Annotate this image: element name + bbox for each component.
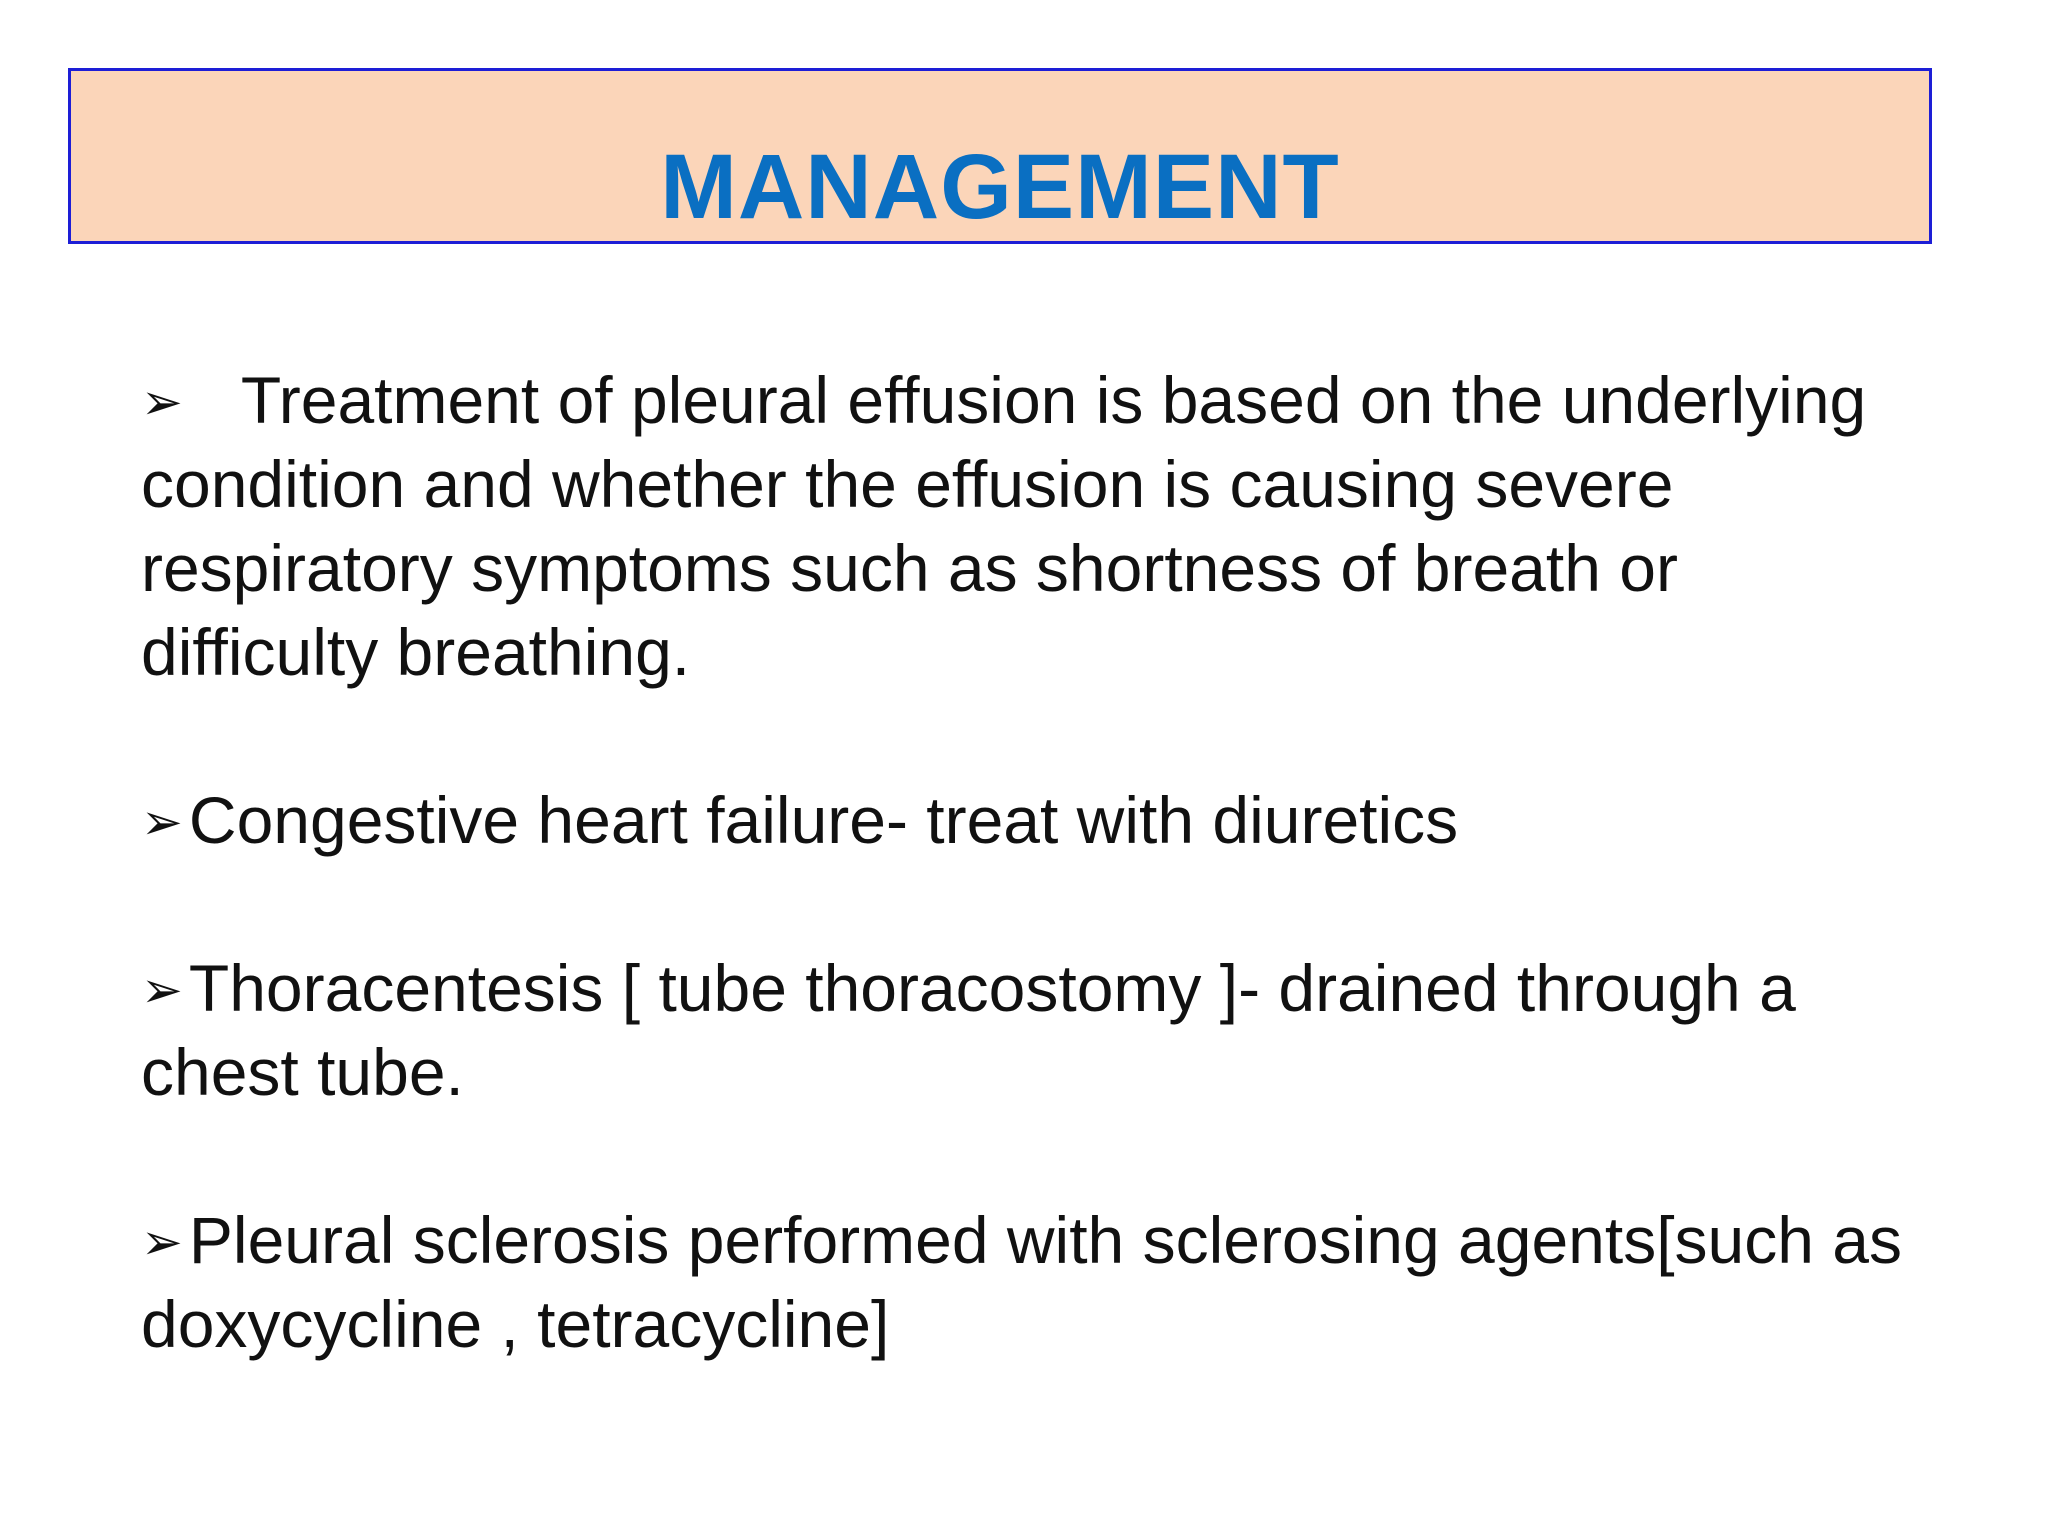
arrow-bullet-icon: ➢ — [141, 1213, 183, 1271]
bullet-item-chf — [141, 778, 1921, 862]
bullet-item-thoracentesis — [141, 946, 1921, 1114]
bullet-text-thoracentesis: Thoracentesis [ tube thoracostomy ]- drained through a chest tube. — [141, 951, 1796, 1109]
arrow-bullet-icon: ➢ — [141, 961, 183, 1019]
arrow-bullet-icon: ➢ — [141, 793, 183, 851]
bullet-item-treatment — [141, 358, 1921, 694]
bullet-text-treatment: Treatment of pleural effusion is based on the underlying condition and whether the effusion is causing severe respiratory symptoms such as shortness of breath or difficulty breathing. — [141, 363, 1867, 689]
slide-title: MANAGEMENT — [660, 136, 1340, 238]
bullet-text-sclerosis: Pleural sclerosis performed with sclerosing agents[such as doxycycline , tetracycline] — [141, 1203, 1903, 1361]
bullet-item-sclerosis — [141, 1198, 1921, 1366]
bullet-list — [141, 358, 1921, 1366]
arrow-bullet-icon: ➢ — [141, 373, 183, 431]
title-banner — [68, 68, 1932, 244]
bullet-text-chf: Congestive heart failure- treat with diuretics — [188, 783, 1459, 857]
